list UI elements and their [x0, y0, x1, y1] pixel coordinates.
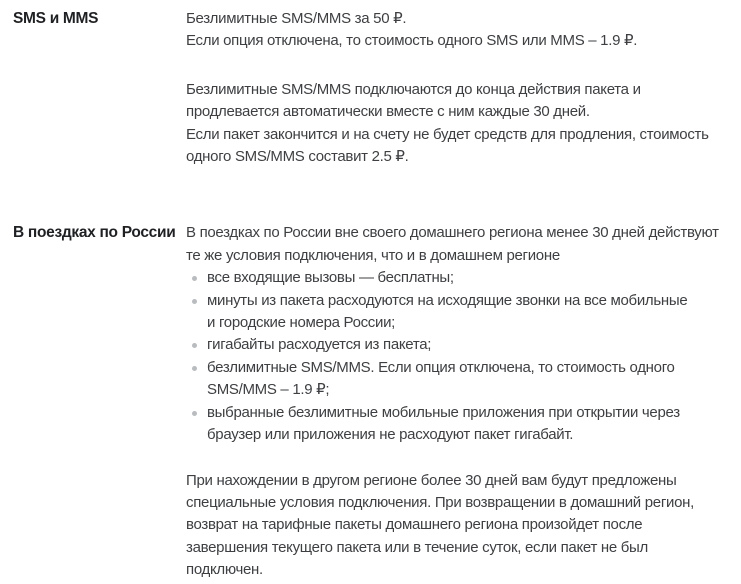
- bullet-icon: [192, 366, 197, 371]
- list-item-text: [207, 290, 687, 335]
- paragraph: [186, 470, 741, 582]
- text-line: возврат на тарифные пакеты домашнего региона произойдет после: [186, 516, 643, 534]
- paragraph: [186, 222, 741, 267]
- bullet-list: [186, 267, 741, 446]
- section-content: [186, 8, 741, 168]
- text-line: одного SMS/MMS составит 2.5 ₽.: [186, 148, 409, 166]
- text-line: и городские номера России;: [207, 314, 396, 332]
- text-line: минуты из пакета расходуются на исходящие звонки на все мобильные: [207, 291, 688, 309]
- list-item: [186, 267, 741, 289]
- text-line: Безлимитные SMS/MMS подключаются до конца действия пакета и: [186, 80, 641, 98]
- list-item: [186, 290, 741, 335]
- paragraph: [186, 8, 741, 53]
- section-sms-mms: [13, 8, 741, 168]
- text-line: Если опция отключена, то стоимость одного SMS или MMS – 1.9 ₽.: [186, 32, 638, 50]
- section-content: [186, 222, 741, 581]
- bullet-icon: [192, 343, 197, 348]
- bullet-icon: [192, 411, 197, 416]
- section-travel-russia: [13, 222, 741, 581]
- text-line: В поездках по России вне своего домашнего региона менее 30 дней действуют: [186, 224, 719, 242]
- text-line: продлевается автоматически вместе с ним каждые 30 дней.: [186, 103, 590, 121]
- bullet-icon: [192, 299, 197, 304]
- list-item-text: [207, 402, 680, 447]
- list-item: [186, 402, 741, 447]
- text-line: завершения текущего пакета или в течение суток, если пакет не был: [186, 538, 648, 556]
- list-item: [186, 357, 741, 402]
- text-line: все входящие вызовы — бесплатны;: [207, 269, 454, 287]
- text-line: SMS/MMS – 1.9 ₽;: [207, 381, 330, 399]
- text-line: выбранные безлимитные мобильные приложения при открытии через: [207, 403, 680, 421]
- text-line: те же условия подключения, что и в домашнем регионе: [186, 246, 560, 264]
- text-line: гигабайты расходуется из пакета;: [207, 336, 432, 354]
- paragraph: [186, 79, 741, 169]
- text-line: специальные условия подключения. При возвращении в домашний регион,: [186, 493, 694, 511]
- text-line: безлимитные SMS/MMS. Если опция отключена, то стоимость одного: [207, 358, 675, 376]
- list-item-text: [207, 267, 454, 289]
- text-line: Если пакет закончится и на счету не будет средств для продления, стоимость: [186, 125, 709, 143]
- text-line: При нахождении в другом регионе более 30 дней вам будут предложены: [186, 471, 677, 489]
- list-item-text: [207, 334, 431, 356]
- text-line: подключен.: [186, 561, 263, 579]
- list-item-text: [207, 357, 675, 402]
- bullet-icon: [192, 276, 197, 281]
- text-line: Безлимитные SMS/MMS за 50 ₽.: [186, 10, 407, 27]
- section-label: SMS и MMS: [13, 10, 99, 27]
- text-line: браузер или приложения не расходуют пакет гигабайт.: [207, 426, 574, 444]
- section-label: В поездках по России: [13, 224, 176, 242]
- list-item: [186, 334, 741, 356]
